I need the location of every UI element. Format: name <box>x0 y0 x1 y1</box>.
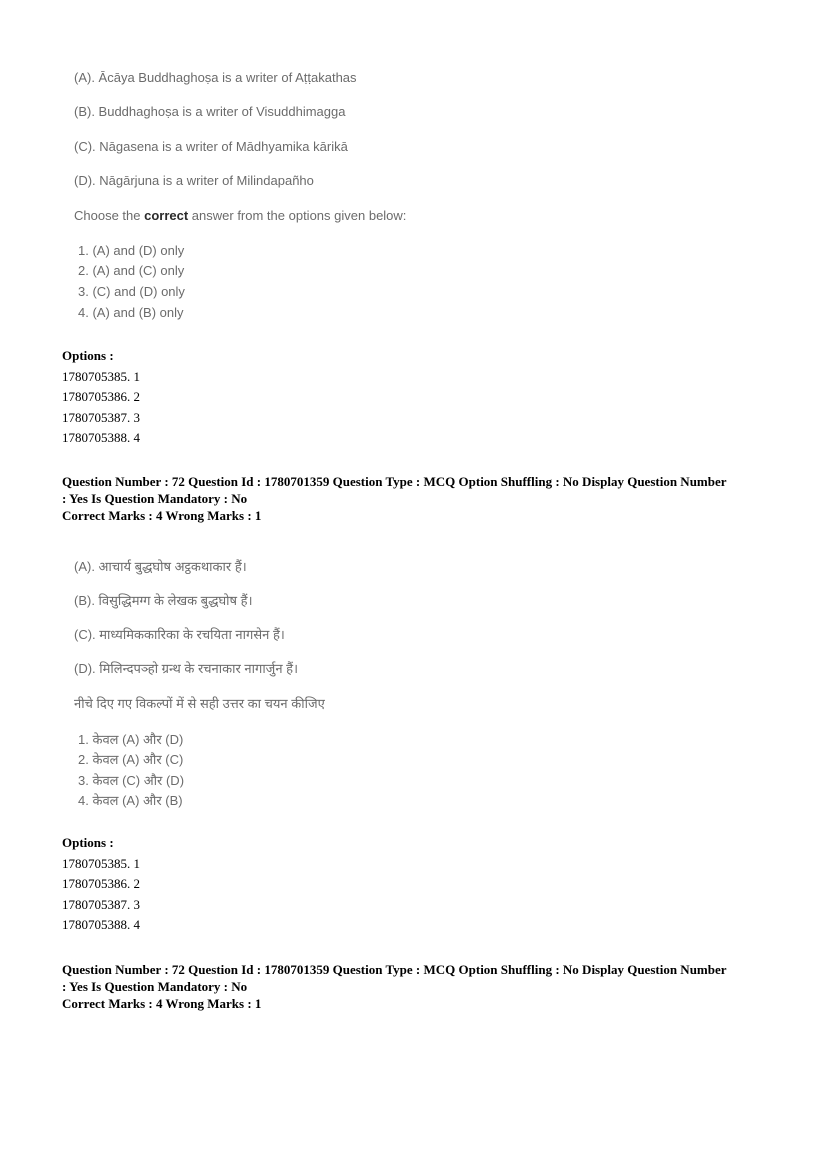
statement-a: (A). Ācāya Buddhaghoṣa is a writer of Aṭṭakathas <box>74 70 357 85</box>
marks-line: Correct Marks : 4 Wrong Marks : 1 <box>62 508 262 523</box>
marks-line: Correct Marks : 4 Wrong Marks : 1 <box>62 996 262 1011</box>
statement-d: (D). मिलिन्दपञ्हो ग्रन्थ के रचनाकार नागार्जुन हैं। <box>74 661 298 676</box>
question-header-line: : Yes Is Question Mandatory : No <box>62 979 248 994</box>
question-header <box>62 961 772 1012</box>
choice-1: 1. केवल (A) और (D) <box>78 732 184 747</box>
option-item: 1780705386. 2 <box>62 389 140 404</box>
options-label: Options : <box>62 348 114 363</box>
options-label: Options : <box>62 835 114 850</box>
question-header <box>62 473 772 524</box>
options-list <box>62 833 140 936</box>
choice-2: 2. केवल (A) और (C) <box>78 752 184 767</box>
statement-c: (C). Nāgasena is a writer of Mādhyamika kārikā <box>74 139 348 154</box>
options-list <box>62 346 140 449</box>
statement-b: (B). Buddhaghoṣa is a writer of Visuddhimagga <box>74 104 346 119</box>
option-item: 1780705386. 2 <box>62 876 140 891</box>
option-item: 1780705388. 4 <box>62 917 140 932</box>
instruction: नीचे दिए गए विकल्पों में से सही उत्तर का चयन कीजिए <box>74 696 325 711</box>
question-header-line: Question Number : 72 Question Id : 1780701359 Question Type : MCQ Option Shuffling : No Display Question Number <box>62 962 727 977</box>
option-item: 1780705387. 3 <box>62 896 140 912</box>
question-header-line: : Yes Is Question Mandatory : No <box>62 491 248 506</box>
statement-c: (C). माध्यमिककारिका के रचयिता नागसेन हैं। <box>74 627 285 642</box>
choice-3: 3. केवल (C) और (D) <box>78 773 185 788</box>
question-header-line: Question Number : 72 Question Id : 1780701359 Question Type : MCQ Option Shuffling : No Display Question Number <box>62 474 727 489</box>
option-item: 1780705388. 4 <box>62 430 140 445</box>
choice-4: 4. (A) and (B) only <box>78 305 184 320</box>
instruction: Choose the correct answer from the options given below: <box>74 208 407 223</box>
statement-d: (D). Nāgārjuna is a writer of Milindapañho <box>74 173 314 188</box>
choice-3: 3. (C) and (D) only <box>78 284 185 299</box>
option-item: 1780705385. 1 <box>62 855 140 871</box>
choice-1: 1. (A) and (D) only <box>78 243 185 258</box>
choice-4: 4. केवल (A) और (B) <box>78 793 183 808</box>
option-item: 1780705385. 1 <box>62 368 140 384</box>
choice-2: 2. (A) and (C) only <box>78 263 185 278</box>
statement-b: (B). विसुद्धिमग्ग के लेखक बुद्धघोष हैं। <box>74 593 253 608</box>
option-item: 1780705387. 3 <box>62 409 140 425</box>
statement-a: (A). आचार्य बुद्धघोष अट्ठकथाकार हैं। <box>74 559 247 574</box>
